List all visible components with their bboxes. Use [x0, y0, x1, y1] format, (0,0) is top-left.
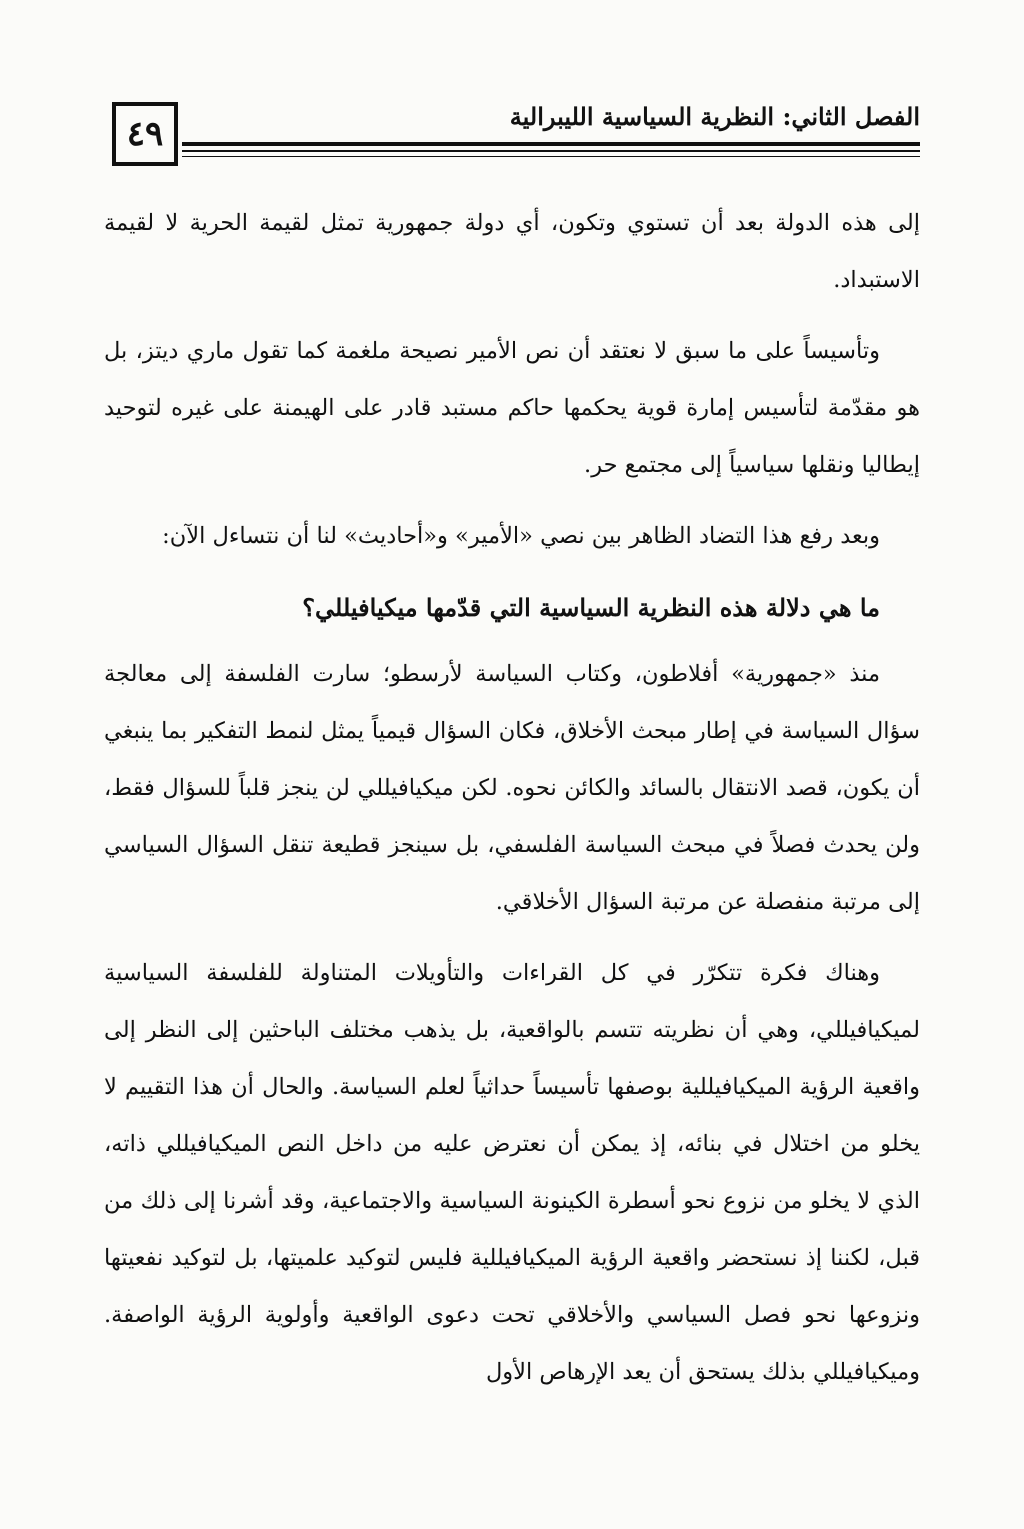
page-body	[104, 195, 920, 1415]
paragraph-plato-aristotle: منذ «جمهورية» أفلاطون، وكتاب السياسة لأرسطو؛ سارت الفلسفة إلى معالجة سؤال السياسة في إطار مبحث الأخلاق، فكان السؤال قيمياً يمثل لنمط التفكير بما ينبغي أن يكون، قصد الانتقال بالسائد والكائن نحوه. لكن ميكيافيللي لن ينجز قلباً للسؤال فقط، ولن يحدث فصلاً في مبحث السياسة الفلسفي، بل سينجز قطيعة تنقل السؤال السياسي إلى مرتبة منفصلة عن مرتبة السؤال الأخلاقي.	[104, 661, 920, 915]
paragraph-question-intro: وبعد رفع هذا التضاد الظاهر بين نصي «الأمير» و«أحاديث» لنا أن نتساءل الآن:	[162, 523, 880, 549]
paragraph-prince-text: وتأسيساً على ما سبق لا نعتقد أن نص الأمير نصيحة ملغمة كما تقول ماري ديتز، بل هو مقدّمة لتأسيس إمارة قوية يحكمها حاكم مستبد قادر على الهيمنة على غيره لتوحيد إيطاليا ونقلها سياسياً إلى مجتمع حر.	[104, 338, 920, 478]
header-rule-hairline	[182, 156, 920, 157]
chapter-title: الفصل الثاني: النظرية السياسية الليبرالية	[509, 102, 920, 131]
section-heading: ما هي دلالة هذه النظرية السياسية التي قدّمها ميكيافيللي؟	[302, 593, 880, 622]
header-rule-thin	[182, 150, 920, 152]
page-header	[108, 96, 920, 176]
paragraph-continuation: إلى هذه الدولة بعد أن تستوي وتكون، أي دولة جمهورية تمثل لقيمة الحرية لا لقيمة الاستبداد.	[104, 210, 920, 293]
header-rule-thick	[182, 142, 920, 146]
paragraph-realism: وهناك فكرة تتكرّر في كل القراءات والتأويلات المتناولة للفلسفة السياسية لميكيافيللي، وهي أن نظريته تتسم بالواقعية، بل يذهب مختلف الباحثين إلى النظر إلى واقعية الرؤية الميكيافيللية بوصفها تأسيساً حداثياً لعلم السياسة. والحال أن هذا التقييم لا يخلو من اختلال في بنائه، إذ يمكن أن نعترض عليه من داخل النص الميكيافيللي ذاته، الذي لا يخلو من نزوع نحو أسطرة الكينونة السياسية والاجتماعية، وقد أشرنا إلى ذلك من قبل، لكننا إذ نستحضر واقعية الرؤية الميكيافيللية فليس لتوكيد علميتها، بل لتوكيد نفعيتها ونزوعها نحو فصل السياسي والأخلاقي تحت دعوى الواقعية وأولوية الرؤية الواصفة. وميكيافيللي بذلك يستحق أن يعد الإرهاص الأول	[104, 960, 920, 1385]
page-number: ٤٩	[112, 102, 178, 166]
